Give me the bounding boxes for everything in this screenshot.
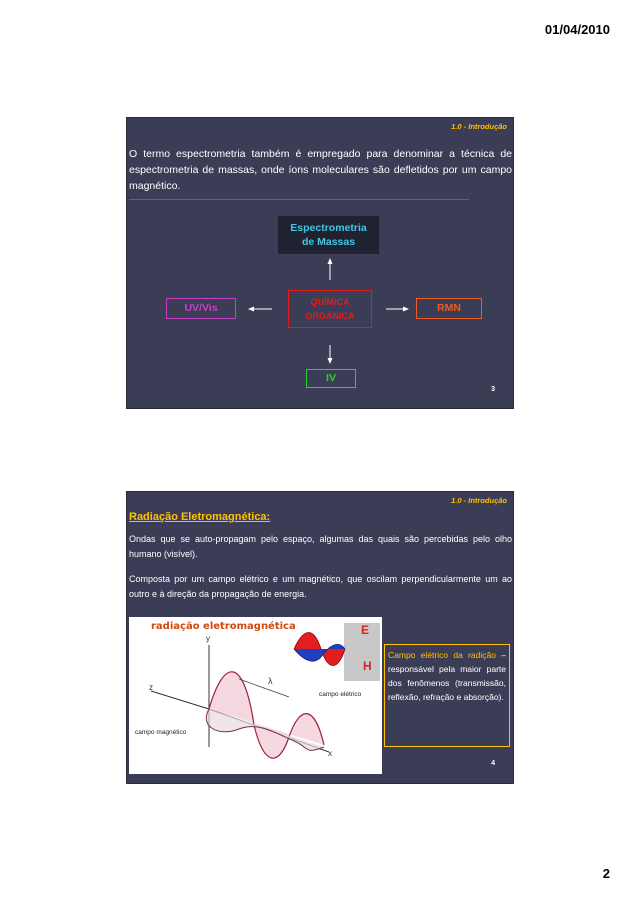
section-tag: 1.0 - Introdução xyxy=(451,496,507,505)
arrow-down-head xyxy=(328,358,333,364)
mass-spectrometry-box xyxy=(278,216,379,254)
y-axis-label: y xyxy=(206,634,210,643)
mass-spec-line2: de Massas xyxy=(301,236,356,248)
section-tag: 1.0 - Introdução xyxy=(451,122,507,131)
note-highlight: Campo elétrico da radição xyxy=(388,650,496,660)
slide-4-title: Radiação Eletromagnética: xyxy=(129,511,271,523)
center-line1: QUÍMICA xyxy=(310,297,350,307)
note-text: – responsável pela maior parte dos fenômenos (transmissão, reflexão, refração e absorção). xyxy=(388,650,506,702)
uv-vis-box: UV/Vis xyxy=(166,298,236,319)
organic-chemistry-box xyxy=(288,290,372,328)
arrow-right-head xyxy=(403,307,409,312)
z-axis xyxy=(151,691,209,709)
iv-box: IV xyxy=(306,369,356,388)
center-line2: ORGÂNICA xyxy=(305,311,355,321)
h-label: H xyxy=(363,659,372,673)
z-axis-label: z xyxy=(149,683,153,692)
x-axis-label: x xyxy=(328,749,332,758)
diagram-arrows xyxy=(127,118,514,409)
rmn-box: RMN xyxy=(416,298,482,319)
mass-spec-line1: Espectrometria xyxy=(290,222,367,234)
slide-4-paragraph-1: Ondas que se auto-propagam pelo espaço, algumas das quais são percebidas pelo olho humano (visível). xyxy=(129,534,512,559)
em-wave-illustration xyxy=(129,617,382,774)
arrow-up-head xyxy=(328,258,333,264)
electric-field-note xyxy=(384,644,510,747)
illustration-title: radiação eletromagnética xyxy=(151,621,296,632)
e-label: E xyxy=(361,623,370,637)
arrow-left-head xyxy=(248,307,254,312)
slide-4 xyxy=(126,491,514,784)
slide-3-text: O termo espectrometria também é empregado para denominar a técnica de espectrometria de massas, onde íons moleculares são defletidos por um campo magnético. xyxy=(129,148,512,192)
page-date: 01/04/2010 xyxy=(544,22,610,37)
page-number: 2 xyxy=(602,866,610,881)
electric-field-label: campo elétrico xyxy=(319,691,362,698)
slide-number: 4 xyxy=(491,760,495,767)
magnetic-field-label: campo magnético xyxy=(135,729,187,736)
slide-number: 3 xyxy=(491,386,495,393)
lambda-label: λ xyxy=(268,676,273,686)
slide-3 xyxy=(126,117,514,409)
slide-4-paragraph-2: Composta por um campo elétrico e um magnético, que oscilam perpendicularmente um ao outro e à direção da propagação de energia. xyxy=(129,574,512,599)
